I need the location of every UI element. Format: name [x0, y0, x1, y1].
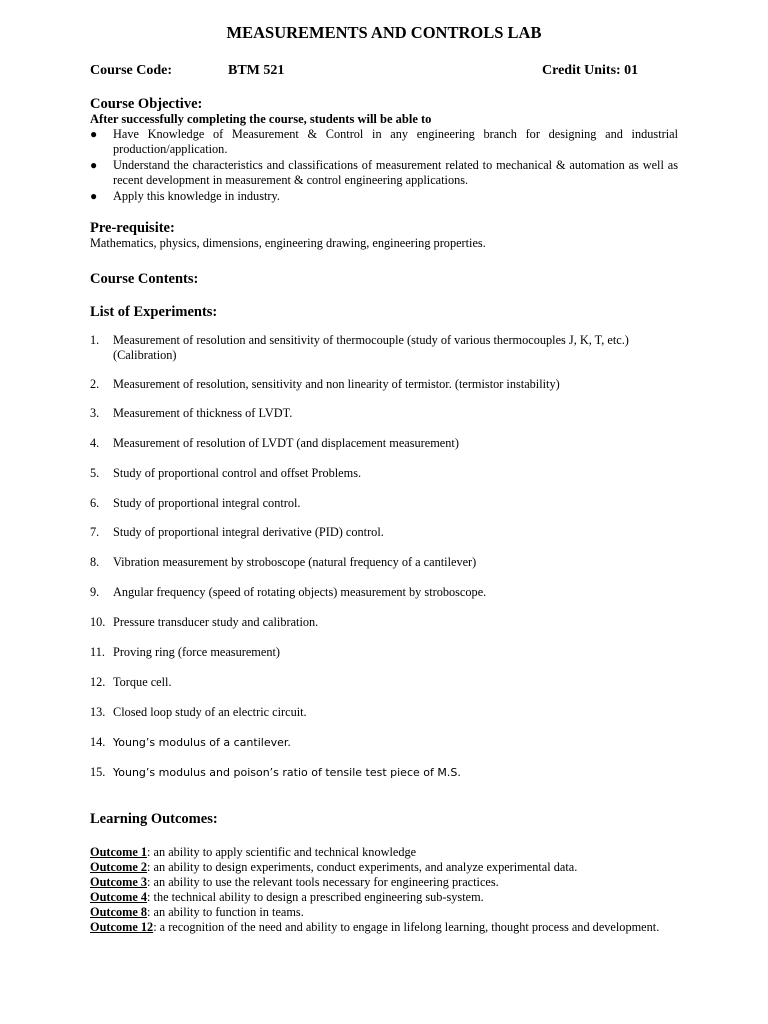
- experiment-text: Study of proportional integral control.: [113, 496, 301, 510]
- experiment-item: [90, 555, 680, 570]
- experiment-item: [90, 735, 680, 750]
- prerequisite-heading: Pre-requisite:: [90, 220, 175, 236]
- experiment-item: [90, 436, 680, 451]
- experiment-item: [90, 645, 680, 660]
- experiment-number: 8.: [90, 555, 100, 569]
- experiment-item: [90, 585, 680, 600]
- outcome-label: Outcome 3: [90, 875, 148, 889]
- outcomes-heading: Learning Outcomes:: [90, 811, 218, 827]
- experiment-text: Measurement of thickness of LVDT.: [113, 406, 293, 420]
- bullet-icon: ●: [90, 127, 98, 141]
- experiment-item: [90, 333, 680, 363]
- experiment-number: 6.: [90, 496, 100, 510]
- experiment-text: Measurement of resolution, sensitivity and non linearity of termistor. (termistor instability): [113, 377, 560, 391]
- objective-bullet: [90, 158, 678, 188]
- outcome-text: : the technical ability to design a prescribed engineering sub-system.: [147, 890, 484, 904]
- outcome-item: [90, 920, 659, 935]
- experiment-text: Closed loop study of an electric circuit.: [113, 705, 307, 719]
- outcome-text: : a recognition of the need and ability to engage in lifelong learning, thought process and development.: [153, 920, 660, 934]
- objective-bullet: [90, 189, 678, 204]
- outcome-label: Outcome 2: [90, 860, 148, 874]
- outcome-label: Outcome 4: [90, 890, 148, 904]
- outcome-text: : an ability to use the relevant tools necessary for engineering practices.: [147, 875, 499, 889]
- outcome-label: Outcome 1: [90, 845, 148, 859]
- experiment-number: 1.: [90, 333, 100, 347]
- experiment-item: [90, 705, 680, 720]
- experiment-item: [90, 466, 680, 481]
- bullet-icon: ●: [90, 158, 98, 172]
- experiment-number: 2.: [90, 377, 100, 391]
- experiment-item: [90, 765, 680, 780]
- experiment-text: Vibration measurement by stroboscope (natural frequency of a cantilever): [113, 555, 477, 569]
- experiment-number: 9.: [90, 585, 100, 599]
- experiment-text: Measurement of resolution and sensitivity of thermocouple (study of various thermocouples J, K, T, etc.) (Calibration): [113, 333, 629, 362]
- outcome-text: : an ability to apply scientific and technical knowledge: [147, 845, 417, 859]
- experiment-number: 5.: [90, 466, 100, 480]
- experiment-number: 12.: [90, 675, 106, 689]
- objective-bullet-text: Apply this knowledge in industry.: [113, 189, 280, 203]
- course-contents-heading: Course Contents:: [90, 271, 199, 287]
- objective-bullet-text: Have Knowledge of Measurement & Control in any engineering branch for designing and industrial production/application.: [113, 127, 678, 156]
- objective-heading: Course Objective:: [90, 96, 203, 112]
- outcome-text: : an ability to design experiments, conduct experiments, and analyze experimental data.: [147, 860, 578, 874]
- experiment-item: [90, 377, 680, 392]
- credit-units: Credit Units: 01: [542, 63, 639, 78]
- bullet-icon: ●: [90, 189, 98, 203]
- experiment-text: Pressure transducer study and calibration.: [113, 615, 319, 629]
- objective-intro: After successfully completing the course, students will be able to: [90, 112, 432, 126]
- outcome-item: [90, 845, 416, 860]
- experiment-item: [90, 496, 680, 511]
- experiments-heading: List of Experiments:: [90, 304, 218, 320]
- experiment-text: Proving ring (force measurement): [113, 645, 280, 659]
- experiment-number: 15.: [90, 765, 106, 779]
- experiment-number: 13.: [90, 705, 106, 719]
- experiment-number: 3.: [90, 406, 100, 420]
- experiment-text: Measurement of resolution of LVDT (and displacement measurement): [113, 436, 459, 450]
- prerequisite-text: Mathematics, physics, dimensions, engineering drawing, engineering properties.: [90, 236, 486, 250]
- experiment-text: Study of proportional integral derivative (PID) control.: [113, 525, 384, 539]
- experiment-text: Young’s modulus of a cantilever.: [113, 736, 291, 749]
- experiment-number: 14.: [90, 735, 106, 749]
- experiment-item: [90, 406, 680, 421]
- experiment-number: 7.: [90, 525, 100, 539]
- outcome-item: [90, 875, 499, 890]
- page-title: MEASUREMENTS AND CONTROLS LAB: [226, 23, 542, 42]
- objective-bullet-list: [90, 127, 678, 205]
- outcome-label: Outcome 8: [90, 905, 148, 919]
- experiment-item: [90, 525, 680, 540]
- experiment-text: Torque cell.: [113, 675, 172, 689]
- experiment-item: [90, 615, 680, 630]
- experiment-text: Young’s modulus and poison’s ratio of tensile test piece of M.S.: [113, 766, 461, 779]
- course-code-label: Course Code:: [90, 63, 173, 78]
- experiment-item: [90, 675, 680, 690]
- outcome-item: [90, 890, 484, 905]
- outcome-item: [90, 860, 577, 875]
- experiment-number: 4.: [90, 436, 100, 450]
- experiment-number: 11.: [90, 645, 105, 659]
- outcome-label: Outcome 12: [90, 920, 154, 934]
- experiment-text: Angular frequency (speed of rotating objects) measurement by stroboscope.: [113, 585, 487, 599]
- objective-bullet-text: Understand the characteristics and classifications of measurement related to mechanical & automation as well as recent development in measurement & control engineering applications.: [113, 158, 678, 187]
- outcome-item: [90, 905, 304, 920]
- course-code-value: BTM 521: [228, 63, 285, 78]
- experiment-number: 10.: [90, 615, 106, 629]
- objective-bullet: [90, 127, 678, 157]
- outcome-text: : an ability to function in teams.: [147, 905, 304, 919]
- experiment-text: Study of proportional control and offset Problems.: [113, 466, 362, 480]
